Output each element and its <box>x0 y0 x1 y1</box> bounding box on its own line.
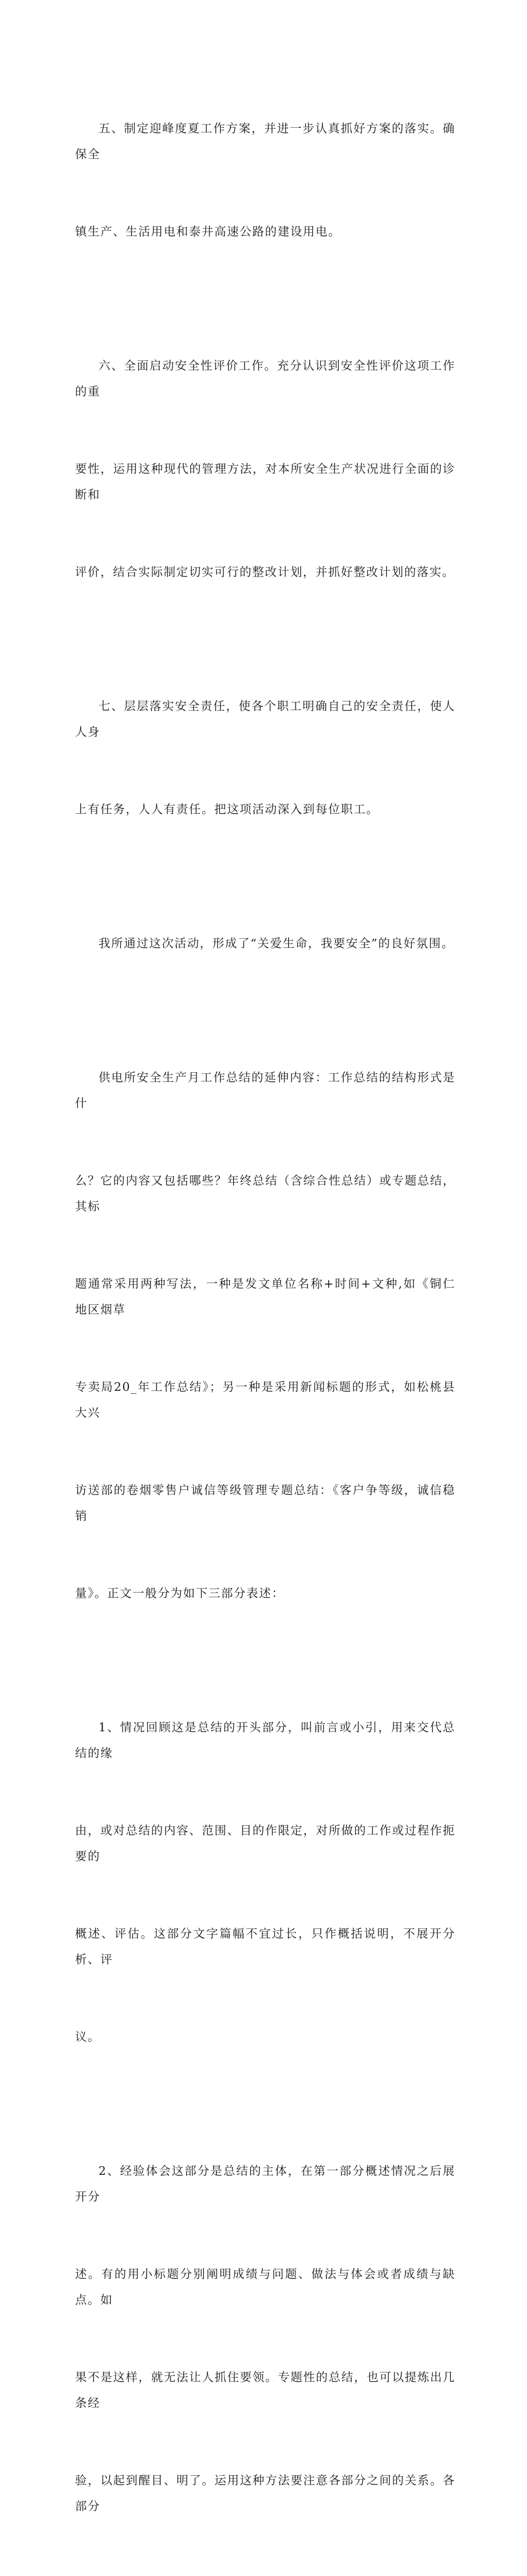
paragraph-line: 由，或对总结的内容、范围、目的作限定，对所做的工作或过程作扼要的 <box>75 1824 455 1863</box>
paragraph-line: 1、情况回顾这是总结的开头部分，叫前言或小引，用来交代总结的缘 <box>75 1720 455 1760</box>
paragraph-extension <box>75 1013 455 1658</box>
paragraph-line: 议。 <box>75 2030 101 2044</box>
paragraph-7 <box>75 642 455 874</box>
paragraph-line: 量》。正文一般分为如下三部分表述： <box>75 1586 285 1600</box>
paragraph-6 <box>75 301 455 637</box>
paragraph-line: 评价，结合实际制定切实可行的整改计划，并抓好整改计划的落实。 <box>75 565 455 579</box>
paragraph-line: 供电所安全生产月工作总结的延伸内容：工作总结的结构形式是什 <box>75 1071 455 1110</box>
paragraph-line: 镇生产、生活用电和泰井高速公路的建设用电。 <box>75 225 341 238</box>
paragraph-line: 七、层层落实安全责任，使各个职工明确自己的安全责任，使人人身 <box>75 699 455 739</box>
paragraph-line: 果不是这样，就无法让人抓住要领。专题性的总结，也可以提炼出几条经 <box>75 2370 455 2410</box>
paragraph-line: 专卖局20_年工作总结》；另一种是采用新闻标题的形式，如松桃县大兴 <box>75 1380 455 1420</box>
paragraph-line: 上有任务，人人有责任。把这项活动深入到每位职工。 <box>75 802 379 816</box>
paragraph-line: 验，以起到醒目、明了。运用这种方法要注意各部分之间的关系。各部分 <box>75 2473 455 2513</box>
paragraph-line: 概述、评估。这部分文字篇幅不宜过长，只作概括说明，不展开分析、评 <box>75 1927 455 1966</box>
paragraph-line: 2、经验体会这部分是总结的主体，在第一部分概述情况之后展开分 <box>75 2164 455 2203</box>
paragraph-line: 访送部的卷烟零售户诚信等级管理专题总结：《客户争等级，诚信稳销 <box>75 1483 455 1523</box>
paragraph-line: 我所通过这次活动，形成了“关爱生命，我要安全”的良好氛围。 <box>99 936 454 950</box>
paragraph-line: 题通常采用两种写法，一种是发文单位名称+时间+文种,如《铜仁地区烟草 <box>75 1277 455 1316</box>
paragraph-summary <box>75 879 455 1008</box>
paragraph-experience <box>75 2107 455 2571</box>
paragraph-review <box>75 1663 455 2101</box>
paragraph-line: 述。有的用小标题分别阐明成绩与问题、做法与体会或者成绩与缺点。如 <box>75 2267 455 2307</box>
paragraph-line: 要性，运用这种现代的管理方法，对本所安全生产状况进行全面的诊断和 <box>75 462 455 501</box>
document-body <box>75 64 455 2576</box>
paragraph-line: 么？它的内容又包括哪些？年终总结（含综合性总结）或专题总结，其标 <box>75 1174 455 1213</box>
paragraph-line: 六、全面启动安全性评价工作。充分认识到安全性评价这项工作的重 <box>75 359 455 398</box>
paragraph-5 <box>75 64 455 296</box>
paragraph-line: 五、制定迎峰度夏工作方案，并进一步认真抓好方案的落实。确保全 <box>75 121 455 161</box>
